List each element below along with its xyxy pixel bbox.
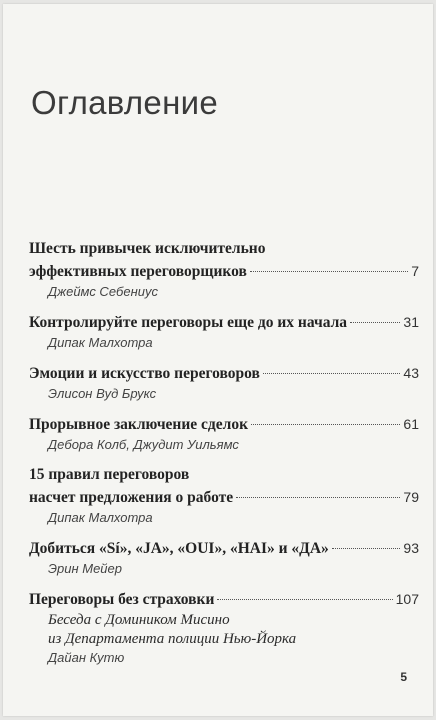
toc-entry[interactable]	[29, 588, 419, 667]
entry-page-number: 31	[403, 314, 419, 330]
entry-title-line: 15 правил переговоров	[29, 466, 190, 483]
entry-title-line: насчет предложения о работе	[29, 489, 234, 506]
entry-title-line: Шесть привычек исключительно	[29, 240, 266, 257]
entry-title-line: Прорывное заключение сделок	[29, 416, 249, 433]
entry-title-line: Контролируйте переговоры еще до их начала	[29, 314, 348, 331]
entry-author: Дебора Колб, Джудит Уильямс	[48, 437, 239, 452]
dot-leader	[263, 373, 401, 374]
entry-page-number: 7	[411, 263, 419, 279]
entry-title-line: эффективных переговорщиков	[29, 263, 247, 280]
entry-author: Дипак Малхотра	[48, 510, 153, 525]
entry-title-leader-line	[29, 486, 419, 509]
entry-title-line: Переговоры без страховки	[29, 591, 215, 608]
toc-entry[interactable]	[29, 413, 419, 454]
table-of-contents	[29, 238, 419, 677]
entry-page-number: 43	[403, 365, 419, 381]
entry-author: Элисон Вуд Брукс	[48, 386, 157, 401]
entry-title-line: Добиться «Sí», «JA», «OUI», «HAI» и «ДА»	[29, 540, 329, 557]
toc-entry[interactable]	[29, 464, 419, 527]
toc-entry[interactable]	[29, 537, 419, 578]
entry-page-number: 93	[403, 540, 419, 556]
page-folio-number: 5	[400, 670, 407, 684]
toc-entry[interactable]	[29, 238, 419, 301]
entry-title-line: Эмоции и искусство переговоров	[29, 365, 260, 382]
toc-entry[interactable]	[29, 362, 419, 403]
entry-page-number: 61	[403, 416, 419, 432]
book-page	[3, 4, 433, 716]
dot-leader	[350, 322, 400, 323]
dot-leader	[236, 497, 400, 498]
entry-subtitle: из Департамента полиции Нью-Йорка	[48, 631, 297, 647]
dot-leader	[217, 599, 392, 600]
entry-author: Дайан Кутю	[48, 650, 125, 665]
entry-subtitle: Беседа с Домиником Мисино	[48, 612, 230, 628]
entry-title-leader-line	[29, 362, 419, 385]
entry-title-leader-line	[29, 413, 419, 436]
entry-title-leader-line	[29, 260, 419, 283]
entry-title-leader-line	[29, 588, 419, 611]
entry-page-number: 79	[403, 489, 419, 505]
entry-page-number: 107	[395, 591, 419, 607]
entry-author: Эрин Мейер	[48, 561, 122, 576]
entry-author: Джеймс Себениус	[48, 284, 158, 299]
entry-author: Дипак Малхотра	[48, 335, 153, 350]
entry-title-leader-line	[29, 311, 419, 334]
toc-entry[interactable]	[29, 311, 419, 352]
dot-leader	[251, 424, 400, 425]
dot-leader	[332, 548, 401, 549]
entry-title-leader-line	[29, 537, 419, 560]
page-heading: Оглавление	[31, 84, 218, 121]
dot-leader	[250, 271, 408, 272]
